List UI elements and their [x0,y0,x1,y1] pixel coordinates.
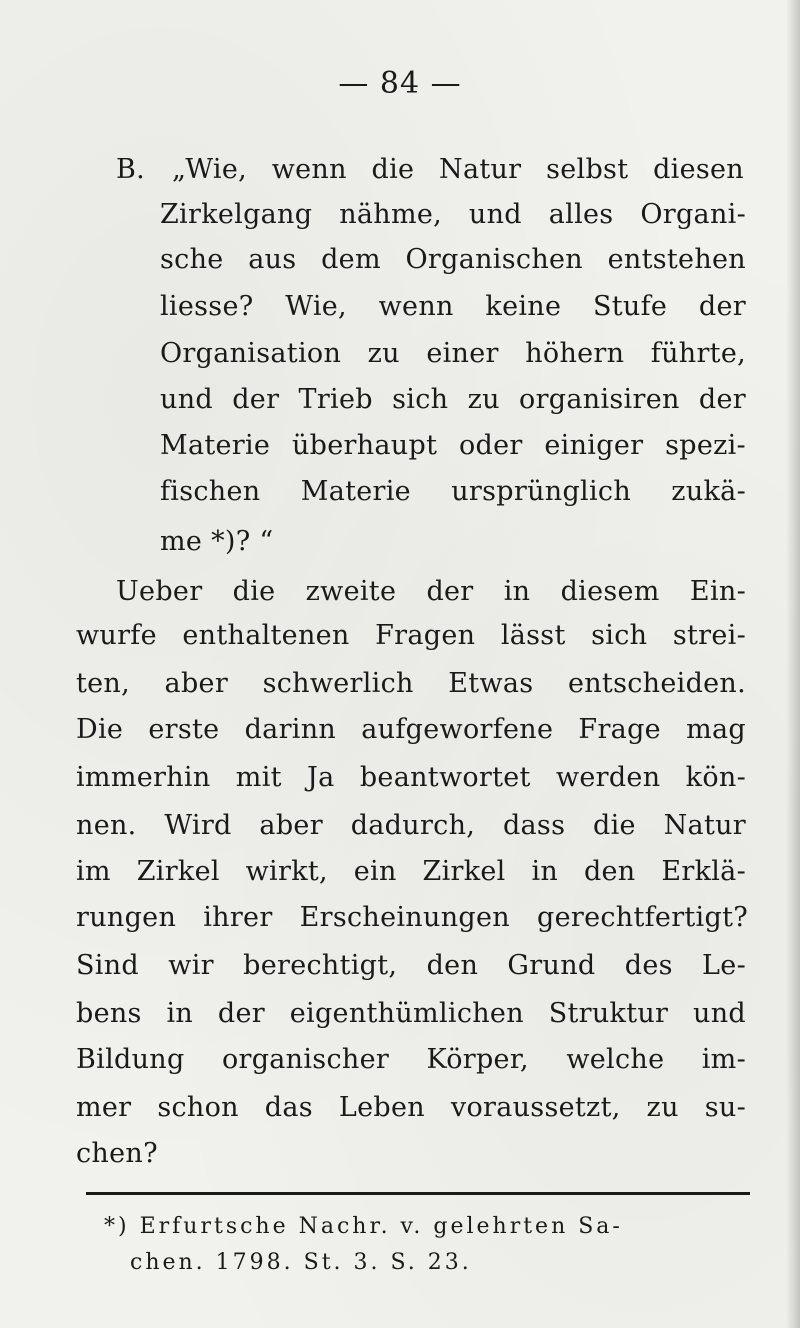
text-line: immerhin mit Ja beantwortet werden kön- [76,762,746,793]
text-line: „Wie, wenn die Natur selbst diesen [172,154,744,185]
paragraph-marker: B. [116,154,146,185]
text-line: und der Trieb sich zu organisiren der [160,384,746,415]
text-line: chen? [76,1138,158,1169]
text-line: fischen Materie ursprünglich zukä- [160,476,746,507]
text-line: Organisation zu einer höhern führte, [160,338,746,369]
text-line: nen. Wird aber dadurch, dass die Natur [76,810,746,841]
page-edge-shadow [786,0,800,1328]
text-line: rungen ihrer Erscheinungen gerechtfertigt? [76,902,748,933]
text-line: Bildung organischer Körper, welche im- [76,1044,746,1075]
text-line: Sind wir berechtigt, den Grund des Le- [76,950,746,981]
text-line: sche aus dem Organischen entstehen [160,244,746,275]
text-line: Ueber die zweite der in diesem Ein- [116,576,746,607]
text-line: liesse? Wie, wenn keine Stufe der [160,291,746,322]
text-line: Die erste darinn aufgeworfene Frage mag [76,714,746,745]
text-line: bens in der eigenthümlichen Struktur und [76,998,746,1029]
text-line: wurfe enthaltenen Fragen lässt sich strei- [76,620,746,651]
text-line: im Zirkel wirkt, ein Zirkel in den Erklä- [76,856,746,887]
text-line: Zirkelgang nähme, und alles Organi- [160,199,746,230]
text-line: Materie überhaupt oder einiger spezi- [160,430,746,461]
footnote-line: *) Erfurtsche Nachr. v. gelehrten Sa- [104,1214,623,1239]
footnote-rule [86,1192,750,1195]
page-number-header: — 84 — [338,66,462,101]
footnote-line: chen. 1798. St. 3. S. 23. [130,1250,472,1275]
text-line: me *)? “ [160,526,274,557]
text-line: ten, aber schwerlich Etwas entscheiden. [76,668,746,699]
text-line: mer schon das Leben voraussetzt, zu su- [76,1092,746,1123]
